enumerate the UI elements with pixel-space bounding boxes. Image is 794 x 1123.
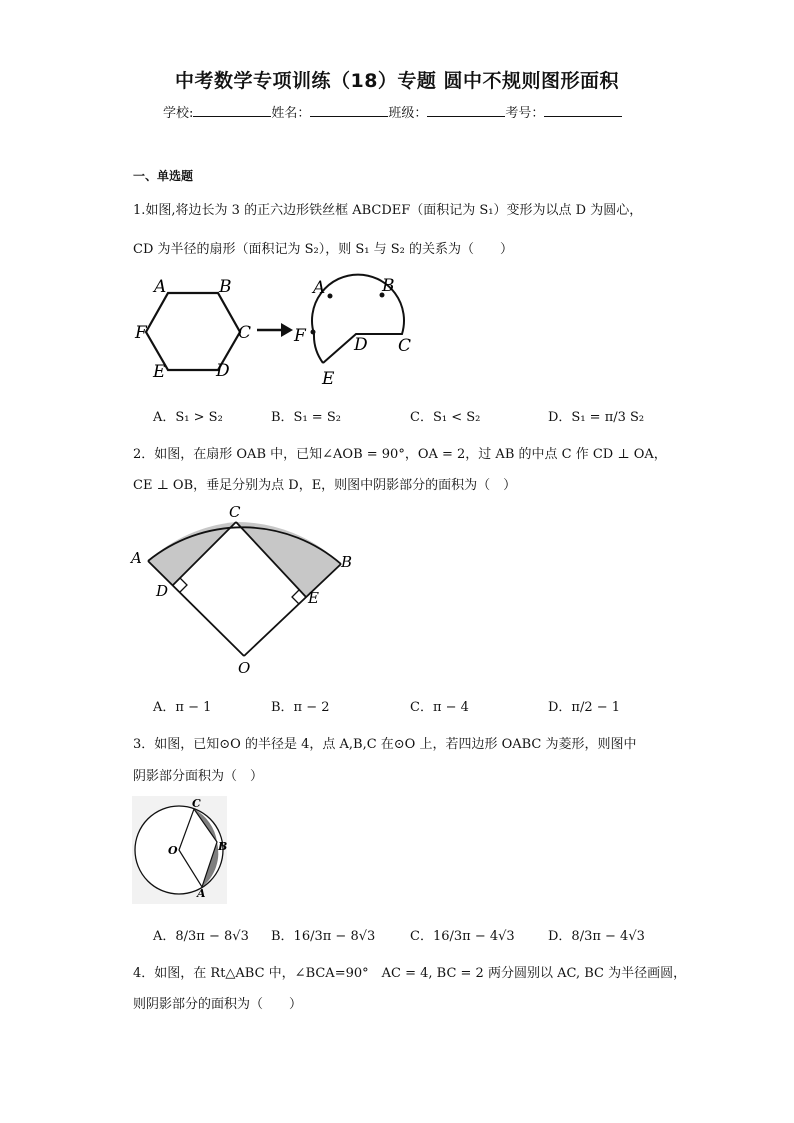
q1-hex-label-B: B bbox=[219, 277, 232, 297]
q2-label-D: D bbox=[156, 582, 169, 600]
q1-point-F bbox=[311, 330, 316, 335]
q2-shaded-left bbox=[148, 522, 236, 585]
q2-radius-OA bbox=[148, 561, 244, 656]
school-blank[interactable] bbox=[193, 104, 271, 117]
q1-option-c[interactable]: C．S₁ < S₂ bbox=[410, 410, 481, 425]
q2-text-line1: 2．如图，在扇形 OAB 中，已知∠AOB = 90°，OA = 2，过 AB 的中点 C 作 CD ⊥ OA， bbox=[133, 447, 667, 462]
q3-text-line1: 3．如图，已知⊙O 的半径是 4，点 A,B,C 在⊙O 上，若四边形 OABC 为菱形，则图中 bbox=[133, 737, 637, 752]
q1-sector-label-C: C bbox=[398, 336, 412, 356]
q1-option-d[interactable]: D．S₁ = π/3 S₂ bbox=[548, 410, 645, 425]
q2-label-B: B bbox=[341, 553, 353, 571]
q3-figure bbox=[132, 796, 227, 904]
name-blank[interactable] bbox=[310, 104, 388, 117]
q3-text-line2: 阴影部分面积为（ ） bbox=[133, 769, 264, 784]
q1-sector-label-F: F bbox=[294, 326, 306, 346]
q2-right-angle-E bbox=[292, 590, 299, 604]
school-label: 学校: bbox=[163, 106, 194, 121]
q2-label-E: E bbox=[308, 589, 319, 607]
q3-option-a[interactable]: A．8/3π − 8√3 bbox=[153, 929, 249, 944]
class-blank[interactable] bbox=[427, 104, 505, 117]
q1-figure bbox=[128, 272, 428, 390]
q3-option-c[interactable]: C．16/3π − 4√3 bbox=[410, 929, 515, 944]
q1-option-a[interactable]: A．S₁ > S₂ bbox=[153, 410, 223, 425]
name-label: 姓名： bbox=[271, 106, 311, 121]
q2-label-O: O bbox=[238, 659, 251, 677]
q3-label-O: O bbox=[168, 844, 178, 857]
q1-hex-label-D: D bbox=[216, 361, 230, 381]
q1-point-A bbox=[328, 294, 333, 299]
q1-sector-label-A: A bbox=[313, 278, 326, 298]
q2-option-b[interactable]: B．π − 2 bbox=[271, 700, 330, 715]
q1-hex-label-A: A bbox=[154, 277, 167, 297]
q2-option-a[interactable]: A．π − 1 bbox=[153, 700, 212, 715]
q1-hex-label-E: E bbox=[153, 362, 166, 382]
q1-sector-label-D: D bbox=[354, 335, 368, 355]
q1-sector-label-B: B bbox=[382, 276, 395, 296]
class-label: 班级： bbox=[388, 106, 428, 121]
page-title: 中考数学专项训练（18）专题 圆中不规则图形面积 bbox=[174, 70, 620, 92]
number-blank[interactable] bbox=[544, 104, 622, 117]
q1-option-b[interactable]: B．S₁ = S₂ bbox=[271, 410, 341, 425]
q2-figure bbox=[128, 500, 363, 680]
q3-label-A: A bbox=[197, 887, 206, 900]
q2-label-A: A bbox=[131, 549, 142, 567]
q1-hex-label-F: F bbox=[135, 323, 147, 343]
q4-text-line1: 4．如图，在 Rt△ABC 中，∠BCA=90° AC = 4, BC = 2 两分圆别以 AC, BC 为半径画圆， bbox=[133, 966, 687, 981]
section-heading: 一、单选题 bbox=[133, 169, 194, 183]
q2-right-angle-D bbox=[180, 578, 187, 592]
q3-option-b[interactable]: B．16/3π − 8√3 bbox=[271, 929, 376, 944]
q2-text-line2: CE ⊥ OB，垂足分别为点 D，E，则图中阴影部分的面积为（ ） bbox=[133, 478, 517, 493]
q1-arrow-head bbox=[281, 323, 293, 337]
number-label: 考号： bbox=[505, 106, 545, 121]
q2-shaded-right bbox=[236, 522, 341, 597]
q3-label-B: B bbox=[218, 840, 227, 853]
q2-option-c[interactable]: C．π − 4 bbox=[410, 700, 469, 715]
q1-sector-label-E: E bbox=[322, 369, 335, 389]
q1-hex-label-C: C bbox=[238, 323, 252, 343]
q1-text-line2: CD 为半径的扇形（面积记为 S₂），则 S₁ 与 S₂ 的关系为（ ） bbox=[133, 242, 514, 257]
q2-label-C: C bbox=[229, 503, 241, 521]
q1-text-line1: 1.如图,将边长为 3 的正六边形铁丝框 ABCDEF（面积记为 S₁）变形为以点 D 为圆心， bbox=[133, 203, 643, 218]
q3-label-C: C bbox=[192, 797, 201, 810]
q4-text-line2: 则阴影部分的面积为（ ） bbox=[133, 997, 303, 1012]
q2-option-d[interactable]: D．π/2 − 1 bbox=[548, 700, 621, 715]
q1-hexagon bbox=[146, 293, 240, 370]
q3-option-d[interactable]: D．8/3π − 4√3 bbox=[548, 929, 645, 944]
student-info-line bbox=[163, 102, 622, 121]
